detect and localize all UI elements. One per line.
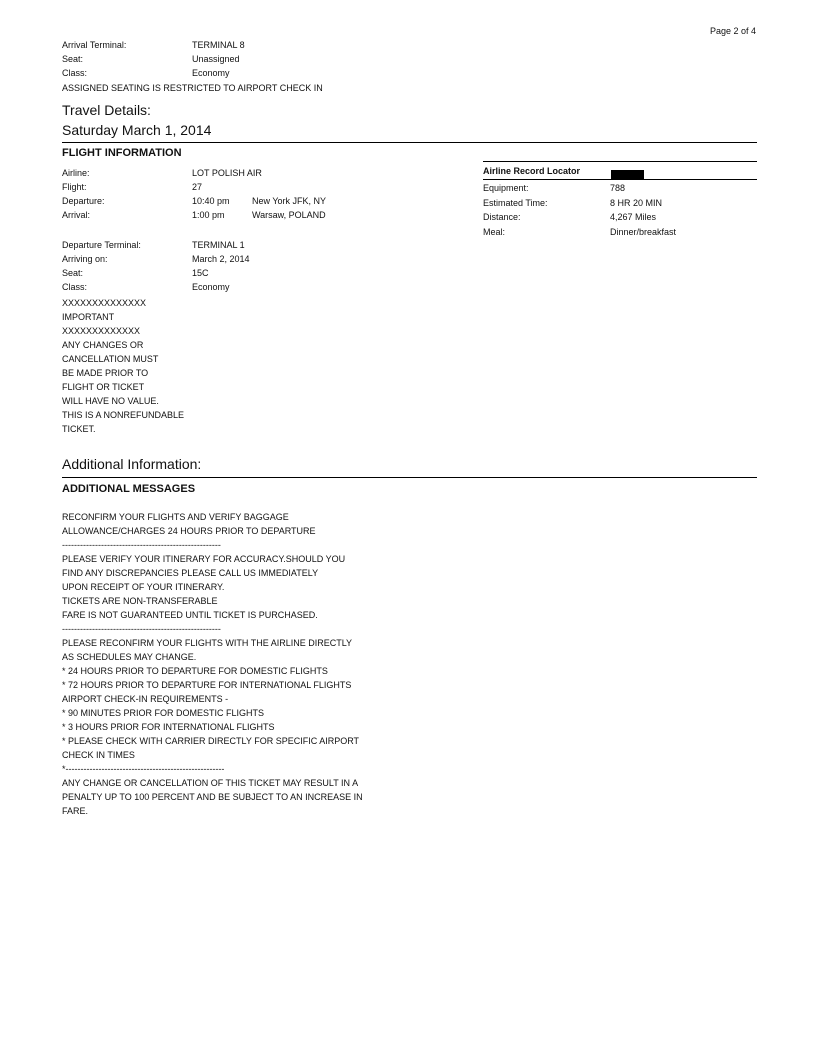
note-line: IMPORTANT <box>62 312 115 322</box>
additional-messages-heading: ADDITIONAL MESSAGES <box>62 483 196 495</box>
message-line: ----------------------------------------------------- <box>62 540 221 550</box>
detail-value: 15C <box>192 268 209 278</box>
travel-date: Saturday March 1, 2014 <box>62 122 212 138</box>
message-line: AS SCHEDULES MAY CHANGE. <box>62 652 197 662</box>
top-details <box>62 38 312 80</box>
record-value: Dinner/breakfast <box>610 226 677 237</box>
note-line: XXXXXXXXXXXXX <box>62 326 141 336</box>
arrival-place: Warsaw, POLAND <box>252 210 326 220</box>
section-divider <box>62 477 757 478</box>
flight-details <box>62 238 312 294</box>
flight-info-grid <box>62 166 362 222</box>
note-line: CANCELLATION MUST <box>62 354 159 364</box>
top-detail-value: Economy <box>192 68 230 78</box>
message-line: * 3 HOURS PRIOR FOR INTERNATIONAL FLIGHTS <box>62 722 275 732</box>
message-line: * 24 HOURS PRIOR TO DEPARTURE FOR DOMESTIC FLIGHTS <box>62 666 328 676</box>
detail-label: Departure Terminal: <box>62 240 141 250</box>
additional-messages <box>62 510 363 818</box>
message-line: PENALTY UP TO 100 PERCENT AND BE SUBJECT TO AN INCREASE IN <box>62 792 363 802</box>
record-panel-rule <box>483 179 757 180</box>
message-line: *----------------------------------------------------- <box>62 764 225 774</box>
message-line: CHECK IN TIMES <box>62 750 135 760</box>
record-panel-top-rule <box>483 161 757 162</box>
note-line: XXXXXXXXXXXXXX <box>62 298 147 308</box>
section-divider <box>62 142 757 143</box>
additional-info-heading: Additional Information: <box>62 456 202 472</box>
note-line: THIS IS A NONREFUNDABLE <box>62 410 185 420</box>
record-panel-grid <box>483 181 750 239</box>
detail-value: March 2, 2014 <box>192 254 250 264</box>
message-line: RECONFIRM YOUR FLIGHTS AND VERIFY BAGGAGE <box>62 512 289 522</box>
seating-note: ASSIGNED SEATING IS RESTRICTED TO AIRPORT CHECK IN <box>62 83 323 93</box>
message-line: FARE. <box>62 806 89 816</box>
flight-notes <box>62 296 184 436</box>
detail-label: Seat: <box>62 268 84 278</box>
record-label: Meal: <box>483 226 506 237</box>
departure-place: New York JFK, NY <box>252 196 327 206</box>
message-line: TICKETS ARE NON-TRANSFERABLE <box>62 596 218 606</box>
airline-value: LOT POLISH AIR <box>192 168 262 178</box>
arrival-label: Arrival: <box>62 210 91 220</box>
record-value: 788 <box>610 183 626 193</box>
top-detail-value: Unassigned <box>192 54 240 64</box>
record-label: Equipment: <box>483 183 529 193</box>
detail-value: Economy <box>192 282 230 292</box>
record-label: Estimated Time: <box>483 197 548 208</box>
note-line: FLIGHT OR TICKET <box>62 382 145 392</box>
record-value: 4,267 Miles <box>610 212 657 222</box>
record-locator-label: Airline Record Locator <box>483 166 581 176</box>
message-line: FARE IS NOT GUARANTEED UNTIL TICKET IS PURCHASED. <box>62 610 318 620</box>
airline-label: Airline: <box>62 168 90 178</box>
note-line: BE MADE PRIOR TO <box>62 368 149 378</box>
flight-label: Flight: <box>62 182 87 192</box>
flight-info-heading: FLIGHT INFORMATION <box>62 147 182 159</box>
flight-value: 27 <box>192 182 203 192</box>
top-detail-label: Class: <box>62 68 88 78</box>
message-line: * 90 MINUTES PRIOR FOR DOMESTIC FLIGHTS <box>62 708 265 718</box>
message-line: PLEASE RECONFIRM YOUR FLIGHTS WITH THE AIRLINE DIRECTLY <box>62 638 353 648</box>
travel-details-heading: Travel Details: <box>62 102 151 118</box>
message-line: ALLOWANCE/CHARGES 24 HOURS PRIOR TO DEPARTURE <box>62 526 316 536</box>
message-line: UPON RECEIPT OF YOUR ITINERARY. <box>62 582 225 592</box>
message-line: FIND ANY DISCREPANCIES PLEASE CALL US IMMEDIATELY <box>62 568 319 578</box>
note-line: WILL HAVE NO VALUE. <box>62 396 159 406</box>
message-line: AIRPORT CHECK-IN REQUIREMENTS - <box>62 694 229 704</box>
top-detail-label: Arrival Terminal: <box>62 40 127 50</box>
page-number: Page 2 of 4 <box>709 26 756 36</box>
message-line: * 72 HOURS PRIOR TO DEPARTURE FOR INTERNATIONAL FLIGHTS <box>62 680 352 690</box>
message-line: ----------------------------------------------------- <box>62 624 221 634</box>
record-label: Distance: <box>483 212 521 222</box>
record-value: 8 HR 20 MIN <box>610 197 663 208</box>
note-line: ANY CHANGES OR <box>62 340 144 350</box>
detail-label: Arriving on: <box>62 254 108 264</box>
departure-time: 10:40 pm <box>192 196 230 206</box>
top-detail-value: TERMINAL 8 <box>192 40 245 50</box>
note-line: TICKET. <box>62 424 96 434</box>
message-line: PLEASE VERIFY YOUR ITINERARY FOR ACCURACY.SHOULD YOU <box>62 554 346 564</box>
arrival-time: 1:00 pm <box>192 210 225 220</box>
top-detail-label: Seat: <box>62 54 84 64</box>
message-line: * PLEASE CHECK WITH CARRIER DIRECTLY FOR SPECIFIC AIRPORT <box>62 736 360 746</box>
detail-label: Class: <box>62 282 88 292</box>
message-line: ANY CHANGE OR CANCELLATION OF THIS TICKET MAY RESULT IN A <box>62 778 359 788</box>
departure-label: Departure: <box>62 196 105 206</box>
detail-value: TERMINAL 1 <box>192 240 245 250</box>
